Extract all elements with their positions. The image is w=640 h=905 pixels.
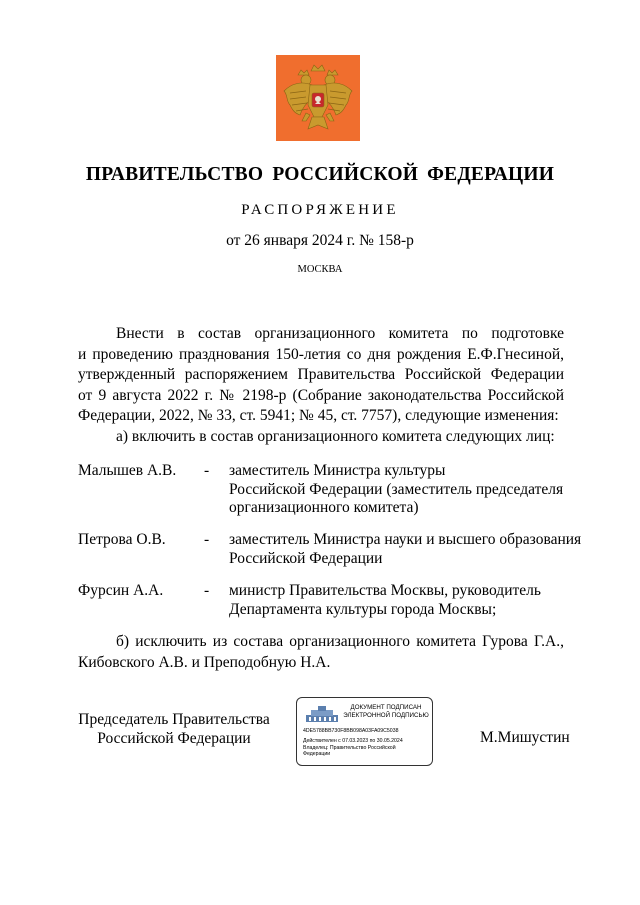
- intro-line: и проведению празднования 150-летия со дня рождения Е.Ф.Гнесиной,: [78, 345, 564, 363]
- coat-of-arms-emblem: [276, 55, 360, 141]
- member-dash: -: [204, 582, 210, 599]
- intro-line: от 9 августа 2022 г. № 2198-р (Собрание законодательства Российской: [78, 386, 564, 404]
- member-name: Петрова О.В.: [78, 531, 166, 548]
- member-position: [229, 462, 589, 518]
- member-name: Малышев А.В.: [78, 462, 177, 479]
- signatory-position-line: Председатель Правительства: [78, 711, 270, 728]
- stamp-owner: [303, 745, 423, 758]
- member-position: [229, 531, 589, 568]
- member-position-line: организационного комитета): [229, 499, 419, 516]
- member-position-line: Российской Федерации (заместитель председателя: [229, 480, 564, 498]
- document-city: МОСКВА: [297, 264, 343, 275]
- intro-line: Федерации, 2022, № 33, ст. 5941; № 45, ст. 7757), следующие изменения:: [78, 407, 559, 424]
- intro-line: утвержденный распоряжением Правительства Российской Федерации: [78, 366, 564, 383]
- member-dash: -: [204, 531, 210, 548]
- member-position-line: министр Правительства Москвы, руководитель: [229, 582, 541, 599]
- signatory-position: [78, 711, 270, 748]
- signatory-position-line: Российской Федерации: [97, 729, 251, 747]
- russian-coat-of-arms-icon: [276, 55, 360, 141]
- member-dash: -: [204, 462, 210, 479]
- stamp-owner-line: Владелец: Правительство Российской: [303, 745, 396, 751]
- item-a-text: а) включить в состав организационного комитета следующих лиц:: [116, 428, 555, 445]
- stamp-header-line: ЭЛЕКТРОННОЙ ПОДПИСЬЮ: [343, 711, 429, 719]
- intro-paragraph: [78, 324, 564, 427]
- stamp-owner-line: Федерации: [303, 751, 331, 758]
- government-title: ПРАВИТЕЛЬСТВО РОССИЙСКОЙ ФЕДЕРАЦИИ: [85, 164, 555, 185]
- member-position: [229, 582, 589, 619]
- stamp-header: [343, 704, 429, 719]
- member-name: Фурсин А.А.: [78, 582, 164, 599]
- stamp-header-line: ДОКУМЕНТ ПОДПИСАН: [350, 704, 422, 711]
- document-type: РАСПОРЯЖЕНИЕ: [241, 202, 399, 218]
- government-building-icon: [305, 705, 339, 723]
- electronic-signature-stamp: [296, 697, 433, 766]
- item-b-paragraph: [78, 632, 564, 673]
- member-position-line: Департамента культуры города Москвы;: [229, 600, 497, 618]
- stamp-validity: Действителен с 07.03.2023 по 30.05.2024: [303, 738, 403, 744]
- member-position-line: заместитель Министра культуры: [229, 462, 446, 479]
- signatory-name: М.Мишустин: [480, 729, 570, 746]
- document-date-number: от 26 января 2024 г. № 158-р: [226, 232, 414, 249]
- item-b-line: Кибовского А.В. и Преподобную Н.А.: [78, 653, 331, 671]
- member-position-line: Российской Федерации: [229, 549, 383, 567]
- intro-line: Внести в состав организационного комитета по подготовке: [116, 325, 564, 342]
- stamp-certificate-number: 4DE5788BB730F8BB098A03FA09C5038: [303, 728, 399, 734]
- item-b-line: б) исключить из состава организационного комитета Гурова Г.А.,: [116, 633, 564, 650]
- member-position-line: заместитель Министра науки и высшего образования: [229, 531, 582, 548]
